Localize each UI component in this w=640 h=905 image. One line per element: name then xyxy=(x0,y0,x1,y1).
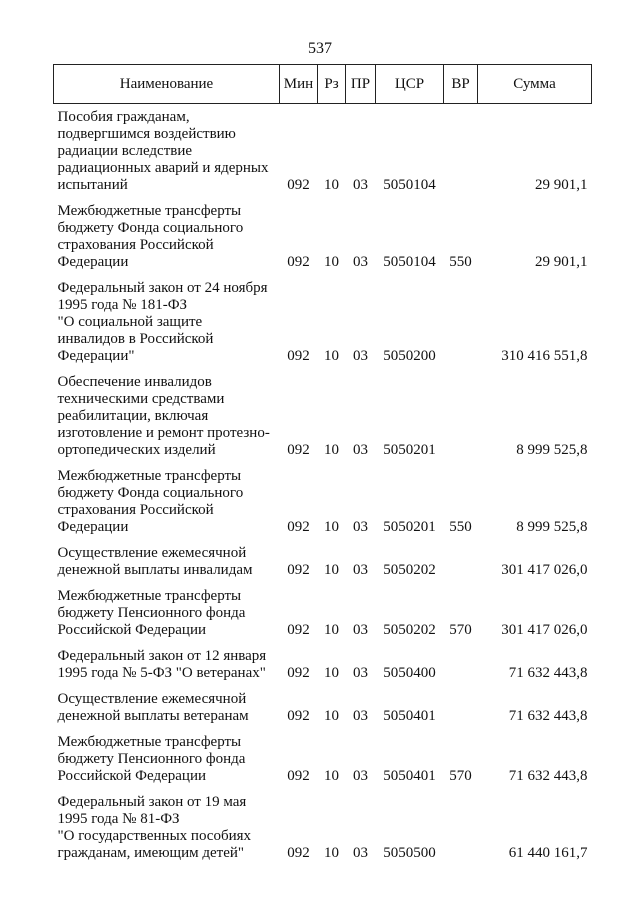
header-sum: Сумма xyxy=(478,65,592,104)
table-row xyxy=(54,104,592,204)
row-min-cell: 092 xyxy=(287,622,310,638)
row-name-line: "О государственных пособиях xyxy=(57,828,252,844)
table-header xyxy=(54,65,592,104)
row-name-cell xyxy=(54,588,280,648)
row-sum-cell: 71 632 443,8 xyxy=(508,665,588,681)
row-pr-cell: 03 xyxy=(353,665,368,681)
row-name-cell xyxy=(54,374,280,468)
row-rz-cell: 10 xyxy=(324,665,339,681)
row-vr-cell xyxy=(444,280,478,374)
row-csr-cell: 5050500 xyxy=(383,845,436,861)
row-name-line: Осуществление ежемесячной xyxy=(57,545,247,561)
header-pr: ПР xyxy=(346,65,376,104)
header-vr: ВР xyxy=(444,65,478,104)
row-csr-cell: 5050202 xyxy=(383,562,436,578)
row-name-cell xyxy=(54,104,280,204)
row-name-cell xyxy=(54,794,280,871)
row-name-line: Федерации" xyxy=(57,348,135,364)
row-vr-cell: 550 xyxy=(449,519,472,535)
row-csr-cell: 5050202 xyxy=(383,622,436,638)
header-rz: Рз xyxy=(318,65,346,104)
row-vr-cell xyxy=(444,648,478,691)
row-name-line: Федерации xyxy=(57,254,129,270)
row-csr-cell: 5050200 xyxy=(383,348,436,364)
table-row xyxy=(54,468,592,545)
header-row xyxy=(54,65,592,104)
row-min-cell: 092 xyxy=(287,442,310,458)
row-rz-cell: 10 xyxy=(324,177,339,193)
row-sum-cell: 61 440 161,7 xyxy=(508,845,588,861)
row-name-line: Федерации xyxy=(57,519,129,535)
row-name-line: Федеральный закон от 19 мая xyxy=(57,794,247,810)
row-pr-cell: 03 xyxy=(353,519,368,535)
row-min-cell: 092 xyxy=(287,519,310,535)
row-name-line: Российской Федерации xyxy=(57,768,207,784)
row-name-cell xyxy=(54,280,280,374)
row-name-line: денежной выплаты ветеранам xyxy=(57,708,249,724)
row-min-cell: 092 xyxy=(287,768,310,784)
row-name-line: бюджету Фонда социального xyxy=(57,485,244,501)
row-name-line: страхования Российской xyxy=(57,502,214,518)
row-csr-cell: 5050104 xyxy=(383,254,436,270)
row-min-cell: 092 xyxy=(287,348,310,364)
row-name-cell xyxy=(54,734,280,794)
row-name-line: бюджету Пенсионного фонда xyxy=(57,751,246,767)
row-name-line: Межбюджетные трансферты xyxy=(57,468,242,484)
row-sum-cell: 29 901,1 xyxy=(535,254,588,270)
row-name-line: "О социальной защите xyxy=(57,314,203,330)
row-rz-cell: 10 xyxy=(324,562,339,578)
table-row xyxy=(54,545,592,588)
table-row xyxy=(54,648,592,691)
row-name-line: 1995 года № 5-ФЗ "О ветеранах" xyxy=(57,665,266,681)
row-name-line: 1995 года № 181-ФЗ xyxy=(57,297,188,313)
row-min-cell: 092 xyxy=(287,177,310,193)
row-name-line: реабилитации, включая xyxy=(57,408,209,424)
row-csr-cell: 5050401 xyxy=(383,708,436,724)
row-name-line: радиации вследствие xyxy=(57,143,193,159)
row-name-line: Пособия гражданам, xyxy=(57,109,190,125)
row-csr-cell: 5050201 xyxy=(383,442,436,458)
row-name-line: денежной выплаты инвалидам xyxy=(57,562,253,578)
budget-table xyxy=(53,64,592,871)
row-sum-cell: 8 999 525,8 xyxy=(516,442,588,458)
row-name-line: Российской Федерации xyxy=(57,622,207,638)
row-vr-cell: 550 xyxy=(449,254,472,270)
table-row xyxy=(54,280,592,374)
table-row xyxy=(54,203,592,280)
table-row xyxy=(54,734,592,794)
row-csr-cell: 5050201 xyxy=(383,519,436,535)
row-name-cell xyxy=(54,203,280,280)
row-min-cell: 092 xyxy=(287,845,310,861)
table-row xyxy=(54,691,592,734)
row-name-line: изготовление и ремонт протезно- xyxy=(57,425,270,441)
row-name-line: бюджету Пенсионного фонда xyxy=(57,605,246,621)
header-name: Наименование xyxy=(54,65,280,104)
row-vr-cell xyxy=(444,374,478,468)
row-sum-cell: 310 416 551,8 xyxy=(501,348,588,364)
page-number: 537 xyxy=(308,40,332,57)
row-pr-cell: 03 xyxy=(353,254,368,270)
row-name-line: Федеральный закон от 12 января xyxy=(57,648,267,664)
row-name-line: 1995 года № 81-ФЗ xyxy=(57,811,180,827)
row-vr-cell xyxy=(444,691,478,734)
row-csr-cell: 5050104 xyxy=(383,177,436,193)
row-name-line: подвергшимся воздействию xyxy=(57,126,236,142)
row-name-cell xyxy=(54,545,280,588)
row-sum-cell: 29 901,1 xyxy=(535,177,588,193)
row-sum-cell: 8 999 525,8 xyxy=(516,519,588,535)
row-name-cell xyxy=(54,468,280,545)
row-pr-cell: 03 xyxy=(353,562,368,578)
row-min-cell: 092 xyxy=(287,708,310,724)
row-name-line: Межбюджетные трансферты xyxy=(57,734,242,750)
row-rz-cell: 10 xyxy=(324,254,339,270)
row-sum-cell: 71 632 443,8 xyxy=(508,708,588,724)
row-min-cell: 092 xyxy=(287,562,310,578)
row-name-line: гражданам, имеющим детей" xyxy=(57,845,244,861)
row-sum-cell: 301 417 026,0 xyxy=(501,622,588,638)
row-rz-cell: 10 xyxy=(324,708,339,724)
row-name-line: Межбюджетные трансферты xyxy=(57,588,242,604)
row-vr-cell: 570 xyxy=(449,622,472,638)
header-csr: ЦСР xyxy=(376,65,444,104)
row-name-line: страхования Российской xyxy=(57,237,214,253)
row-pr-cell: 03 xyxy=(353,177,368,193)
row-rz-cell: 10 xyxy=(324,768,339,784)
row-pr-cell: 03 xyxy=(353,348,368,364)
row-name-line: Обеспечение инвалидов xyxy=(57,374,212,390)
row-rz-cell: 10 xyxy=(324,442,339,458)
table-body xyxy=(54,104,592,872)
row-rz-cell: 10 xyxy=(324,519,339,535)
row-name-cell xyxy=(54,691,280,734)
row-rz-cell: 10 xyxy=(324,348,339,364)
row-sum-cell: 71 632 443,8 xyxy=(508,768,588,784)
row-vr-cell xyxy=(444,104,478,204)
row-sum-cell: 301 417 026,0 xyxy=(501,562,588,578)
row-csr-cell: 5050401 xyxy=(383,768,436,784)
row-name-line: бюджету Фонда социального xyxy=(57,220,244,236)
row-name-line: Межбюджетные трансферты xyxy=(57,203,242,219)
table-row xyxy=(54,794,592,871)
row-min-cell: 092 xyxy=(287,254,310,270)
row-name-line: техническими средствами xyxy=(57,391,225,407)
row-pr-cell: 03 xyxy=(353,845,368,861)
row-pr-cell: 03 xyxy=(353,622,368,638)
row-rz-cell: 10 xyxy=(324,845,339,861)
row-vr-cell xyxy=(444,794,478,871)
row-rz-cell: 10 xyxy=(324,622,339,638)
row-name-cell xyxy=(54,648,280,691)
row-csr-cell: 5050400 xyxy=(383,665,436,681)
row-name-line: инвалидов в Российской xyxy=(57,331,214,347)
row-vr-cell: 570 xyxy=(449,768,472,784)
row-pr-cell: 03 xyxy=(353,708,368,724)
row-name-line: радиационных аварий и ядерных xyxy=(57,160,269,176)
row-name-line: испытаний xyxy=(57,177,128,193)
table-row xyxy=(54,588,592,648)
row-name-line: Осуществление ежемесячной xyxy=(57,691,247,707)
row-pr-cell: 03 xyxy=(353,442,368,458)
row-pr-cell: 03 xyxy=(353,768,368,784)
header-min: Мин xyxy=(280,65,318,104)
row-min-cell: 092 xyxy=(287,665,310,681)
row-name-line: Федеральный закон от 24 ноября xyxy=(57,280,268,296)
table-row xyxy=(54,374,592,468)
row-name-line: ортопедических изделий xyxy=(57,442,216,458)
row-vr-cell xyxy=(444,545,478,588)
